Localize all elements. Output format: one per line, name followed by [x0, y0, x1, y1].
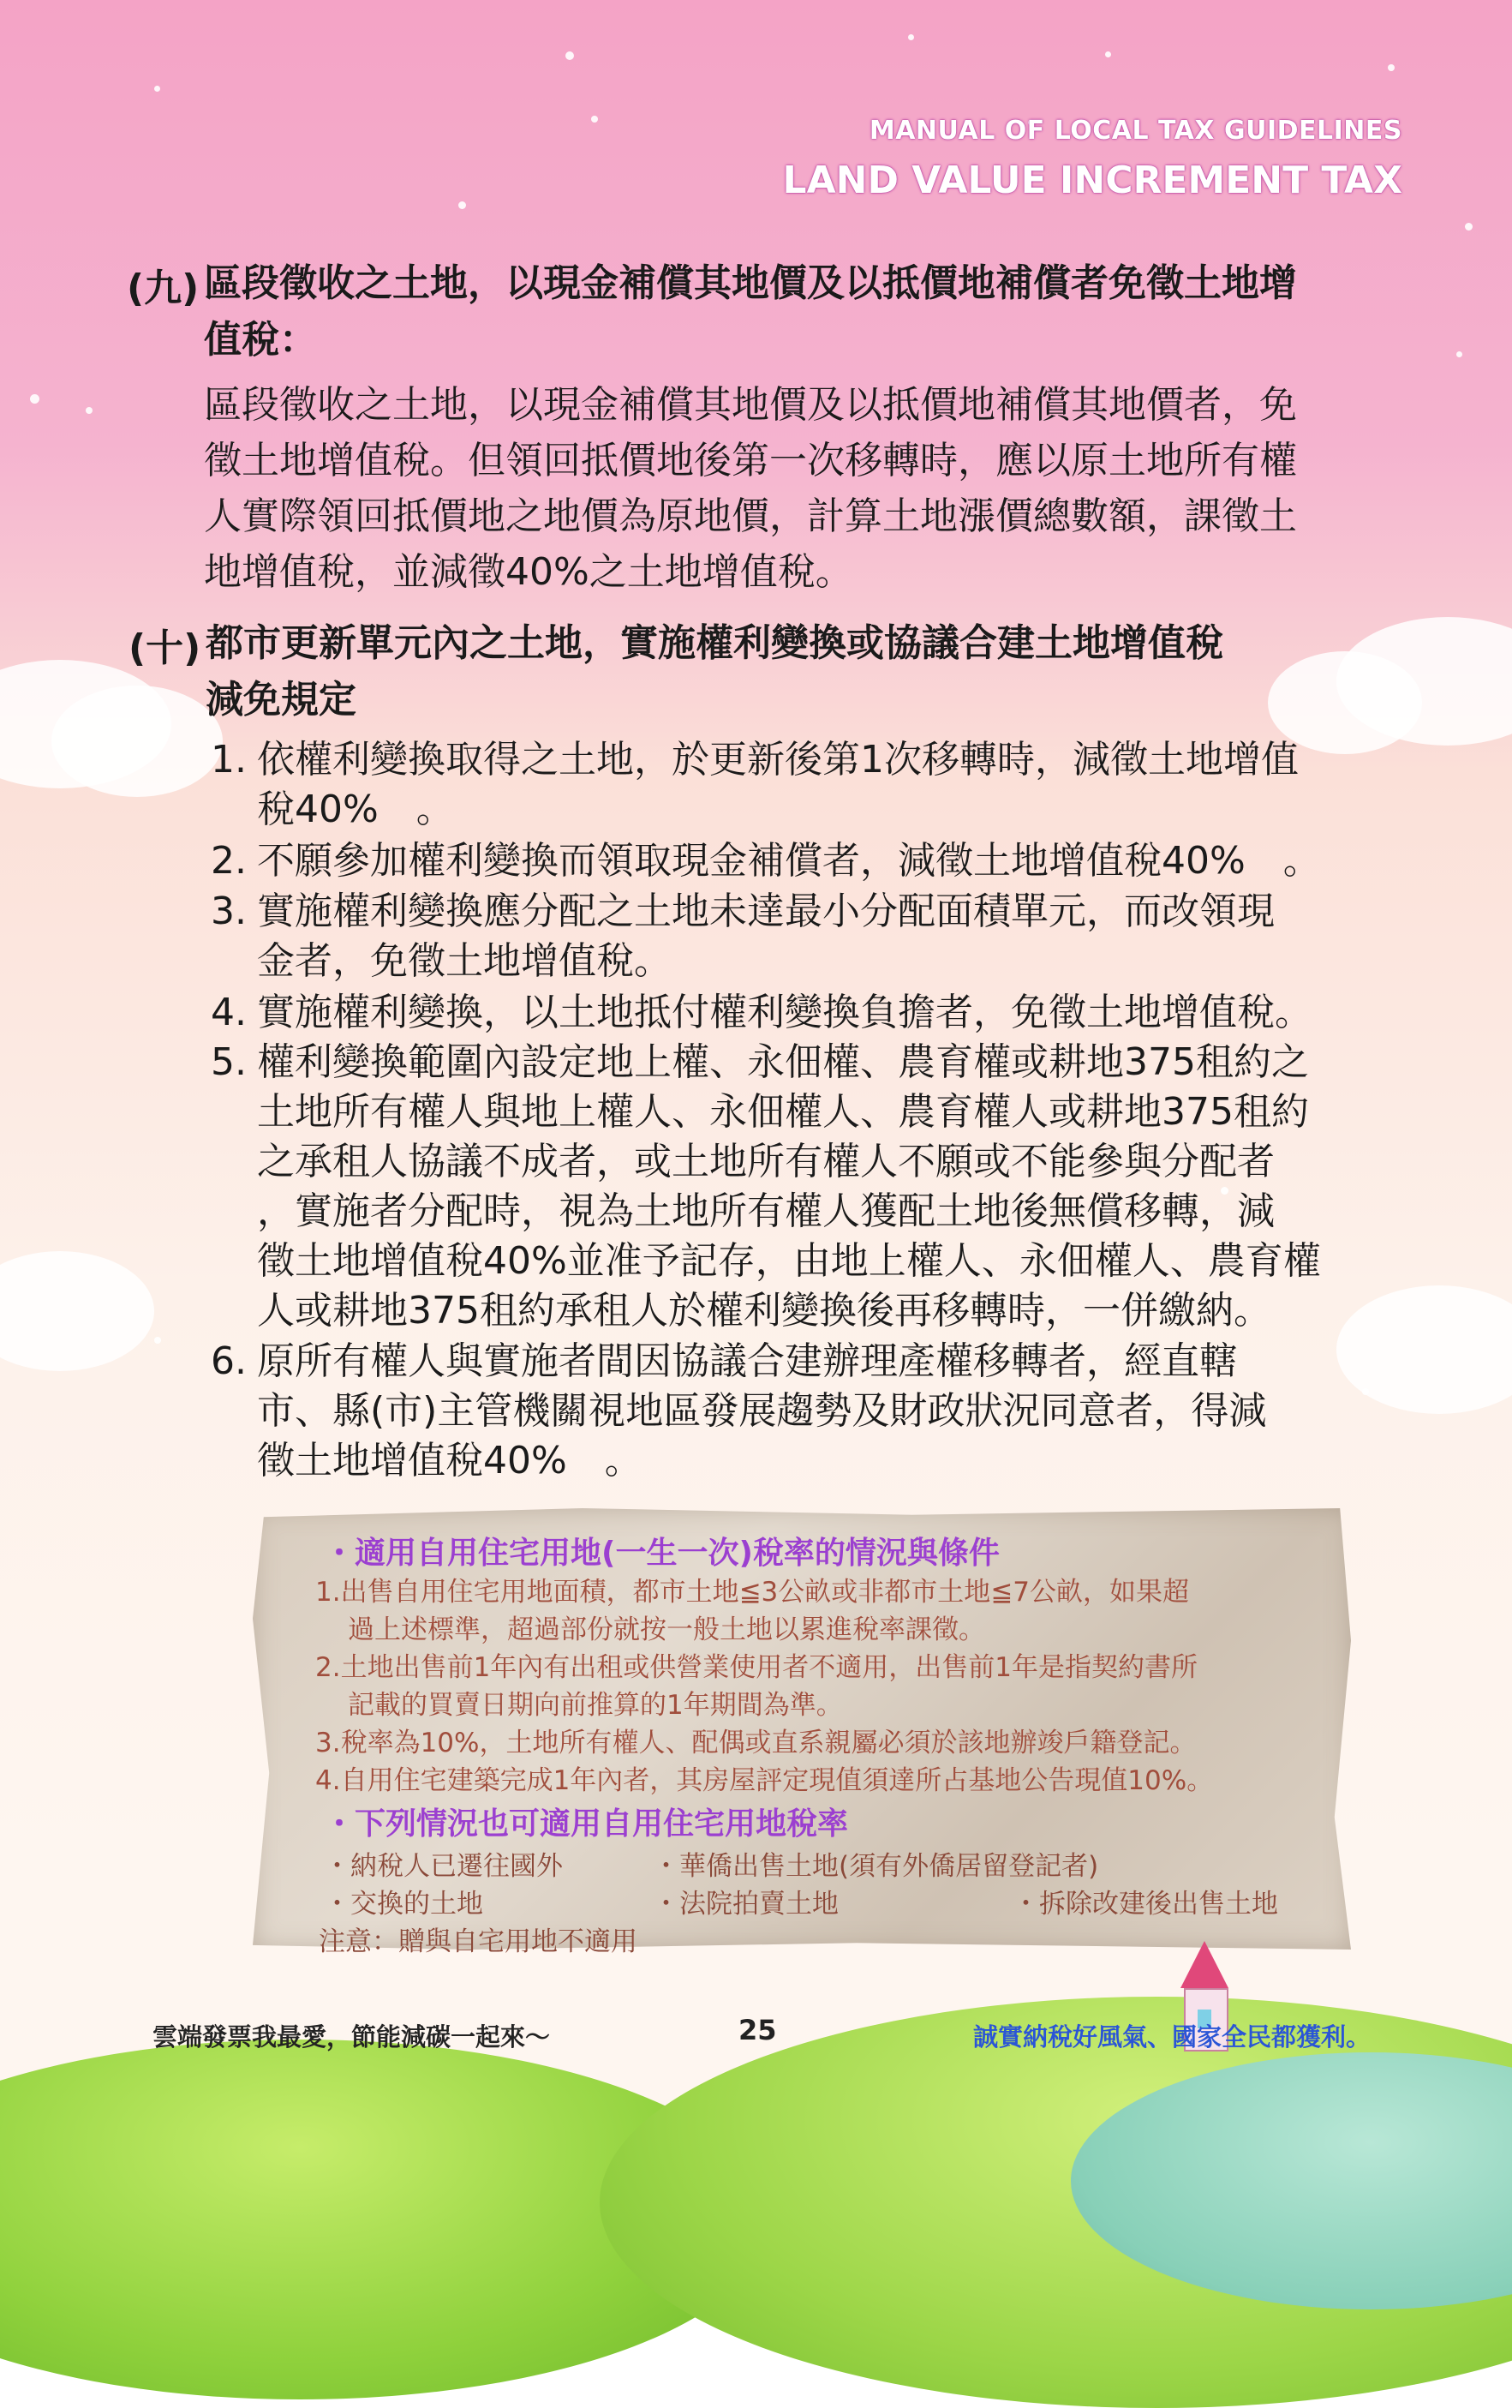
note-condition-text: 自用住宅建築完成1年內者，其房屋評定現值須達所占基地公告現值10%。: [340, 1765, 1214, 1796]
list-item-text: 依權利變換取得之土地，於更新後第1次移轉時，減徵土地增值: [257, 738, 1299, 782]
note-case-emigrated: ・納稅人已遷往國外: [324, 1851, 563, 1882]
note-condition-4: [315, 1762, 1213, 1800]
list-item-text: 徵土地增值稅40%並准予記存，由地上權人、永佃權人、農育權: [257, 1239, 1321, 1283]
list-item-text: 徵土地增值稅40% 。: [257, 1439, 642, 1483]
note-condition-3: [315, 1724, 1196, 1762]
list-item-text: ，實施者分配時，視為土地所有權人獲配土地後無償移轉，減: [257, 1189, 1275, 1233]
section-9-body-line3: 人實際領回抵價地之地價為原地價，計算土地漲價總數額，課徵土: [204, 494, 1297, 538]
list-item-text: 之承租人協議不成者，或土地所有權人不願或不能參與分配者: [257, 1140, 1275, 1183]
note-case-exchange: ・交換的土地: [324, 1889, 483, 1920]
section-10-label: (十): [128, 626, 201, 670]
note-condition-number: 4.: [315, 1765, 341, 1796]
list-item-text: 權利變換範圍內設定地上權、永佃權、農育權或耕地375租約之: [257, 1040, 1309, 1084]
list-item-text: 原所有權人與實施者間因協議合建辦理產權移轉者，經直轄: [257, 1339, 1237, 1383]
header-tax-title: LAND VALUE INCREMENT TAX: [782, 159, 1402, 202]
list-item-text: 不願參加權利變換而領取現金補償者，減徵土地增值稅40% 。: [257, 839, 1321, 883]
note-condition-number: 1.: [315, 1577, 341, 1608]
list-item-text: 土地所有權人與地上權人、永佃權人、農育權人或耕地375租約: [257, 1090, 1309, 1134]
footer-slogan-left: 雲端發票我最愛，節能減碳一起來～: [152, 2022, 551, 2052]
section-9-body-line2: 徵土地增值稅。但領回抵價地後第一次移轉時，應以原土地所有權: [204, 439, 1297, 482]
note-condition-1: [315, 1573, 1189, 1649]
note-case-overseas-chinese: ・華僑出售土地(須有外僑居留登記者): [653, 1851, 1099, 1882]
note-case-rebuild: ・拆除改建後出售土地: [1013, 1889, 1278, 1920]
note-heading-conditions: ・適用自用住宅用地(一生一次)稅率的情況與條件: [324, 1536, 1000, 1571]
footer-slogan-right: 誠實納稅好風氣、國家全民都獲利。: [972, 2022, 1371, 2052]
section-10-title-line2: 減免規定: [206, 678, 356, 722]
note-condition-text: 過上述標準，超過部份就按一般土地以累進稅率課徵。: [348, 1614, 985, 1645]
note-condition-text: 土地出售前1年內有出租或供營業使用者不適用，出售前1年是指契約書所: [340, 1652, 1198, 1683]
note-condition-2: [315, 1649, 1198, 1724]
note-condition-number: 3.: [315, 1728, 341, 1758]
list-item-text: 實施權利變換應分配之土地未達最小分配面積單元，而改領現: [257, 890, 1275, 933]
page-number: 25: [738, 2014, 777, 2046]
section-9-label: (九): [127, 267, 200, 310]
section-10-title-line1: 都市更新單元內之土地，實施權利變換或協議合建土地增值稅: [206, 621, 1223, 665]
header-manual-title: MANUAL OF LOCAL TAX GUIDELINES: [869, 116, 1402, 146]
note-condition-text: 出售自用住宅用地面積，都市土地≦3公畝或非都市土地≦7公畝，如果超: [340, 1577, 1189, 1608]
section-9-body-line1: 區段徵收之土地，以現金補償其地價及以抵價地補償其地價者，免: [204, 383, 1297, 427]
note-condition-text: 記載的買賣日期向前推算的1年期間為準。: [348, 1690, 843, 1721]
list-item-number: 5.: [211, 1040, 247, 1084]
list-item-number: 2.: [211, 839, 247, 883]
list-item-text: 稅40% 。: [257, 788, 454, 831]
list-item-number: 4.: [211, 991, 247, 1034]
list-item-text: 實施權利變換，以土地抵付權利變換負擔者，免徵土地增值稅。: [257, 991, 1312, 1034]
section-9-title-line1: 區段徵收之土地，以現金補償其地價及以抵價地補償者免徵土地增: [204, 261, 1297, 305]
section-9-body-line4: 地增值稅，並減徵40%之土地增值稅。: [204, 550, 853, 594]
list-item-number: 3.: [211, 890, 247, 933]
list-item-number: 6.: [211, 1339, 247, 1383]
note-condition-number: 2.: [315, 1652, 341, 1683]
note-remark: 注意：贈與自宅用地不適用: [319, 1926, 637, 1957]
list-item-number: 1.: [211, 738, 247, 782]
list-item-text: 市、縣(市)主管機關視地區發展趨勢及財政狀況同意者，得減: [257, 1389, 1267, 1433]
list-item-text: 人或耕地375租約承租人於權利變換後再移轉時，一併繳納。: [257, 1289, 1271, 1333]
section-9-title-line2: 值稅：: [204, 318, 317, 362]
list-item-text: 金者，免徵土地增值稅。: [257, 939, 672, 983]
note-condition-text: 稅率為10%，土地所有權人、配偶或直系親屬必須於該地辦竣戶籍登記。: [340, 1728, 1197, 1758]
note-heading-also-applicable: ・下列情況也可適用自用住宅用地稅率: [324, 1806, 849, 1842]
note-case-court-auction: ・法院拍賣土地: [653, 1889, 839, 1920]
